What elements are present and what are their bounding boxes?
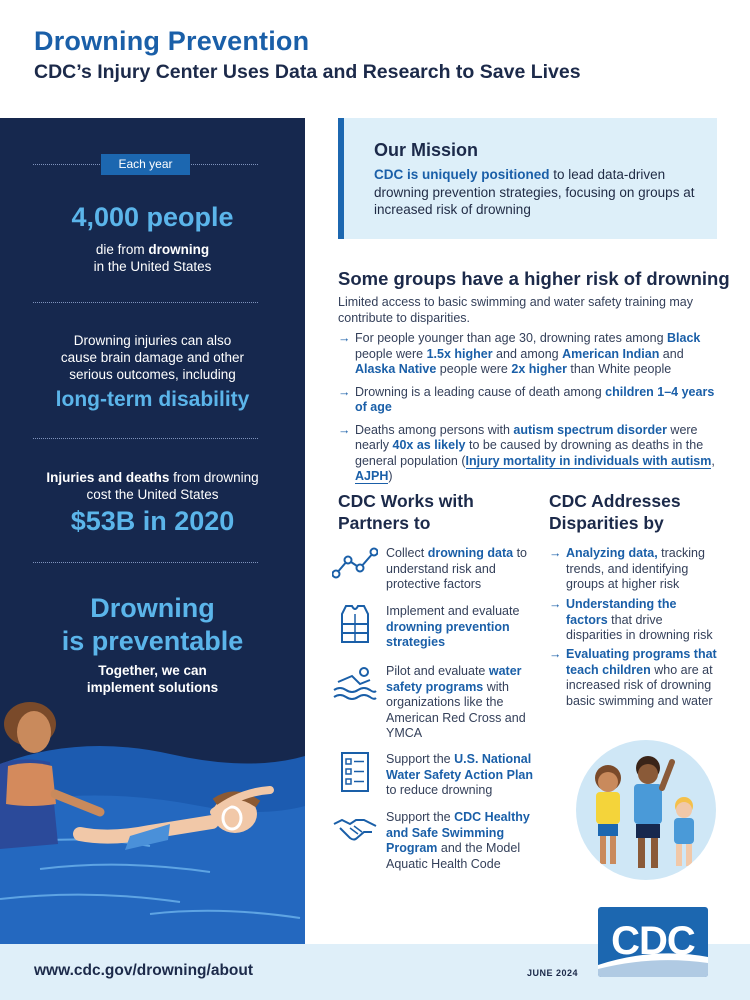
header	[34, 26, 581, 84]
partner-item-data	[332, 546, 532, 596]
groups-intro: Limited access to basic swimming and water safety training may contribute to disparities.	[338, 295, 694, 325]
partners-title-line1: CDC Works with	[338, 491, 474, 511]
data-line-icon	[332, 546, 378, 586]
arrow-icon: →	[549, 647, 562, 661]
page-subtitle: CDC’s Injury Center Uses Data and Research to Save Lives	[34, 61, 581, 83]
life-vest-icon	[332, 604, 378, 644]
preventable-line1: Drowning	[90, 593, 215, 623]
risk-bullet-children: → Drowning is a leading cause of death among children 1–4 years of age	[338, 384, 715, 414]
divider	[33, 302, 258, 303]
preventable-line2: is preventable	[61, 626, 244, 656]
disparities-title	[549, 490, 681, 534]
footer-url-link[interactable]: www.cdc.gov/drowning/about	[34, 962, 254, 979]
mission-body: to lead data-driven drowning prevention strategies, focusing on groups at increased risk of drowning	[374, 167, 695, 217]
stat-cost-text	[0, 469, 305, 503]
disparity-item-factors: → Understanding the factors that drive disparities in drowning risk	[549, 597, 713, 642]
arrow-icon: →	[338, 422, 351, 437]
arrow-icon: →	[549, 597, 562, 611]
kids-life-vests-illustration	[576, 740, 716, 880]
groups-title: Some groups have a higher risk of drowning	[338, 268, 730, 289]
together-line1: Together, we can	[98, 663, 207, 678]
stat-injuries-text	[0, 332, 305, 383]
stat-people-text-line2: in the United States	[93, 259, 212, 274]
mission-highlight: CDC is uniquely positioned	[374, 167, 550, 182]
kids-illustration-graphic	[576, 740, 716, 880]
stat-people-text	[0, 241, 305, 275]
divider	[33, 438, 258, 439]
ajph-link[interactable]: AJPH	[355, 469, 389, 483]
divider	[33, 562, 258, 563]
partner-text: Pilot and evaluate water safety programs with organizations like the American Red Cross and YMCA	[386, 664, 526, 740]
arrow-icon: →	[549, 546, 562, 560]
partners-title	[338, 490, 474, 534]
mission-box	[338, 118, 717, 239]
risk-bullets	[338, 331, 723, 492]
checklist-icon	[332, 752, 378, 792]
handshake-icon	[332, 810, 378, 850]
partner-text: Collect drowning data to understand risk and protective factors	[386, 546, 528, 591]
stat-injuries-line2: cause brain damage and other	[60, 350, 245, 365]
arrow-icon: →	[338, 331, 351, 345]
partner-text: Implement and evaluate drowning prevention strategies	[386, 604, 520, 649]
partner-item-strategies	[332, 604, 532, 654]
mission-title: Our Mission	[374, 140, 479, 160]
partner-item-swimming-program	[332, 810, 532, 874]
mission-text	[374, 166, 704, 219]
partner-item-water-safety	[332, 664, 532, 744]
swimmer-icon	[332, 664, 378, 704]
stat-cost-line2: cost the United States	[86, 487, 219, 502]
disparity-item-programs: → Evaluating programs that teach children who are at increased risk of drowning basic swimming and water	[549, 647, 717, 708]
cdc-logo	[598, 907, 708, 977]
stat-cost-line1: from drowning	[169, 470, 259, 485]
risk-bullet-age: → For people younger than age 30, drowning rates among Black people were 1.5x higher and among American Indian and Alaska Native people were 2x higher than White people	[338, 331, 701, 376]
stat-people-text-bold: drowning	[148, 242, 210, 257]
cdc-logo-text: CDC	[611, 919, 695, 963]
stat-cost-bold: Injuries and deaths	[46, 470, 170, 485]
arrow-icon: →	[338, 384, 351, 399]
disparities-title-line2: Disparities by	[549, 513, 664, 533]
partners-title-line2: Partners to	[338, 513, 431, 533]
partner-text: Support the CDC Healthy and Safe Swimming Program and the Model Aquatic Health Code	[386, 810, 530, 871]
stat-injuries-line3: serious outcomes, including	[69, 367, 236, 382]
stat-injuries-line1: Drowning injuries can also	[73, 333, 232, 348]
risk-bullet-autism: → Deaths among persons with autism spectrum disorder were nearly 40x as likely to be caused by drowning as deaths in the general population (Injury mortality in individuals with autism, AJPH)	[338, 422, 715, 483]
partner-item-action-plan	[332, 752, 532, 802]
page-title: Drowning Prevention	[34, 26, 310, 56]
stat-people-value: 4,000 people	[71, 202, 234, 232]
each-year-badge: Each year	[101, 154, 190, 175]
left-stats-panel	[0, 118, 305, 944]
stat-disability-value: long-term disability	[55, 388, 250, 411]
footer-date: JUNE 2024	[527, 968, 579, 978]
partner-text: Support the U.S. National Water Safety Action Plan to reduce drowning	[386, 752, 534, 797]
autism-study-link[interactable]: Injury mortality in individuals with autism	[465, 453, 712, 468]
disparity-item-analyzing: → Analyzing data, tracking trends, and identifying groups at higher risk	[549, 546, 705, 591]
together-text	[0, 662, 305, 696]
together-line2: implement solutions	[86, 680, 219, 695]
preventable-heading	[0, 592, 305, 658]
stat-cost-value: $53B in 2020	[70, 506, 235, 536]
disparities-title-line1: CDC Addresses	[549, 491, 681, 511]
swim-lesson-illustration	[0, 694, 305, 944]
stat-people-text-pre: die from	[95, 242, 149, 257]
